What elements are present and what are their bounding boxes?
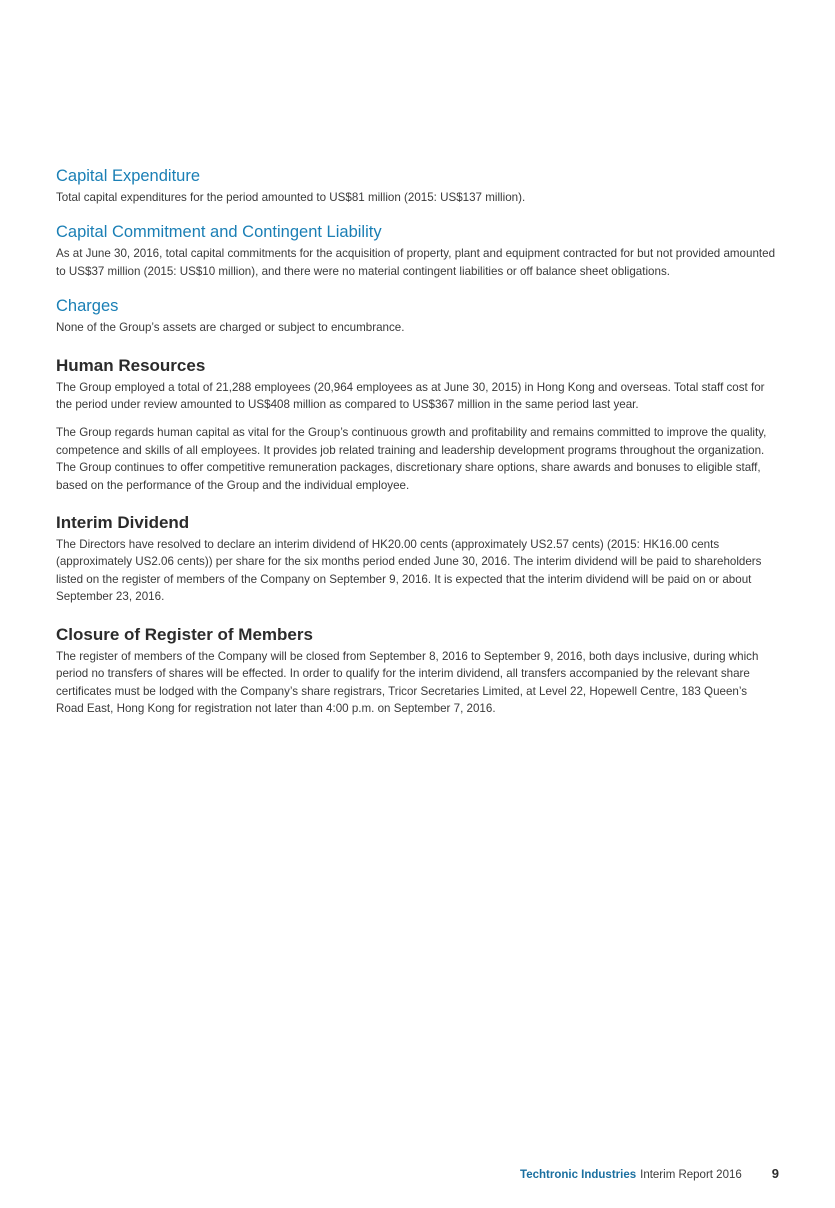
section-heading: Human Resources [56,355,206,375]
page-footer [520,1166,779,1181]
paragraph: The Directors have resolved to declare an interim dividend of HK20.00 cents (approximately US2.57 cents) (2015: HK16.00 cents (approximately US2.06 cents)) per share for the six months period ended June 30, 2016. The interim dividend will be paid to shareholders listed on the register of members of the Company on September 9, 2016. It is expected that the interim dividend will be paid on or about September 23, 2016. [56,538,762,604]
section-heading: Closure of Register of Members [56,624,313,644]
section-heading: Charges [56,297,119,316]
section-heading: Capital Commitment and Contingent Liability [56,223,382,242]
section-heading: Interim Dividend [56,513,190,533]
section-human-resources [56,355,776,494]
section-capital-commitment [56,222,776,280]
section-capital-expenditure [56,166,776,206]
paragraph: The Group employed a total of 21,288 employees (20,964 employees as at June 30, 2015) in Hong Kong and overseas. Total staff cost for the period under review amounted to US$408 million as compared to US$367 million in the same period last year. [56,380,765,412]
paragraph: The Group regards human capital as vital for the Group’s continuous growth and profitability and remains committed to improve the quality, competence and skills of all employees. It provides job related training and leadership development programs throughout the organization. The Group continues to offer competitive remuneration packages, discretionary share options, share awards and bonuses to eligible staff, based on the performance of the Group and the individual employee. [56,426,767,492]
section-interim-dividend [56,512,776,606]
footer-brand: Techtronic Industries [520,1169,637,1181]
page-number: 9 [771,1166,779,1181]
paragraph: None of the Group’s assets are charged or subject to encumbrance. [56,321,405,335]
paragraph: Total capital expenditures for the period amounted to US$81 million (2015: US$137 million). [56,191,526,204]
paragraph: The register of members of the Company will be closed from September 8, 2016 to September 9, 2016, both days inclusive, during which period no transfers of shares will be effected. In order to qualify for the interim dividend, all transfers accompanied by the relevant share certificates must be lodged with the Company’s share registrars, Tricor Secretaries Limited, at Level 22, Hopewell Centre, 183 Queen’s Road East, Hong Kong for registration not later than 4:00 p.m. on September 7, 2016. [56,649,759,715]
section-charges [56,296,776,336]
section-closure-of-register [56,624,776,718]
section-heading: Capital Expenditure [56,167,201,185]
paragraph: As at June 30, 2016, total capital commitments for the acquisition of property, plant and equipment contracted for but not provided amounted to US$37 million (2015: US$10 million), and there were no material contingent liabilities or off balance sheet obligations. [56,247,776,278]
document-body [56,166,776,717]
footer-report-title: Interim Report 2016 [640,1169,742,1181]
